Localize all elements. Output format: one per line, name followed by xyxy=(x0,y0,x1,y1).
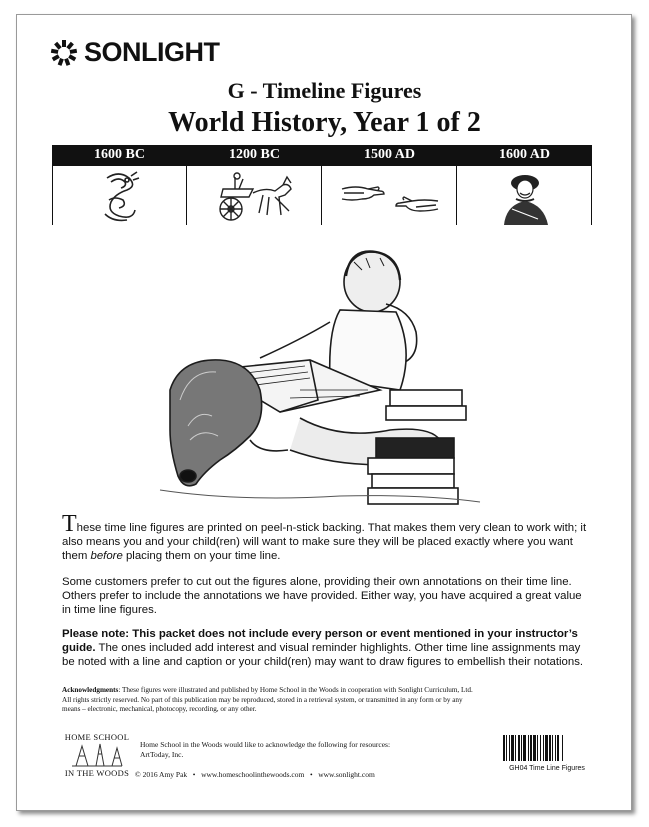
forest-icon xyxy=(70,742,124,768)
home-school-in-the-woods-logo: HOME SCHOOL IN THE WOODS xyxy=(64,732,130,778)
brand-name: SONLIGHT xyxy=(84,37,220,67)
intro-paragraph: These time line figures are printed on peel-n-stick backing. That makes them very clean to work with; it also means you and your child(ren) will want to make sure they will be placed exactly where you want them before placing them on your time line. xyxy=(62,511,587,562)
site-link-sonlight[interactable]: www.sonlight.com xyxy=(318,770,375,779)
timeline-entry xyxy=(52,145,187,225)
timeline-entry xyxy=(457,145,592,225)
page-title: World History, Year 1 of 2 xyxy=(168,107,481,138)
boy-reading-with-dog-icon xyxy=(140,240,500,520)
product-code: GH04 Time Line Figures xyxy=(509,765,585,772)
timeline-entry xyxy=(322,145,457,225)
barcode-icon xyxy=(503,735,589,761)
acknowledgments: Acknowledgments: These figures were illustrated and published by Home School in the Woods in cooperation with Sonlight Curriculum, Ltd. All rights strictly reserved. No part of this publication may be reproduced, stored in a retrieval system, or transmitted in any form or by any means – electronic, mechanical, photocopy, recording, or any other. xyxy=(62,686,473,714)
chariot-icon xyxy=(209,171,301,223)
timeline-date: 1600 BC xyxy=(94,147,145,162)
note-paragraph: Please note: This packet does not include every person or event mentioned in your instructor’s guide. The ones included add interest and visual reminder highlights. Other time line assignments may be noted with a line and caption or your child(ren) may want to draw figures to embellish their notations. xyxy=(62,628,584,668)
drop-cap: T xyxy=(62,511,77,537)
creation-hands-icon xyxy=(340,179,440,215)
sun-burst-icon xyxy=(50,39,78,67)
resource-credits: Home School in the Woods would like to acknowledge the following for resources: ArtToday, Inc. xyxy=(140,740,391,759)
annotations-paragraph: Some customers prefer to cut out the figures alone, providing their own annotations on their time line. Others prefer to include the annotations we have provided. Either way, you have acquired a great value in time line figures. xyxy=(62,576,582,616)
footer-line: © 2016 Amy Pak • www.homeschoolinthewoods.com • www.sonlight.com xyxy=(135,770,375,779)
timeline-date: 1500 AD xyxy=(364,147,415,162)
page-subtitle: G - Timeline Figures xyxy=(227,78,422,103)
timeline-date: 1200 BC xyxy=(229,147,280,162)
dragon-ornament-icon xyxy=(97,170,143,224)
copyright: © 2016 Amy Pak xyxy=(135,770,188,779)
site-link-homeschoolinthewoods[interactable]: www.homeschoolinthewoods.com xyxy=(201,770,305,779)
timeline-entry xyxy=(187,145,322,225)
timeline-strip xyxy=(52,145,592,225)
portrait-icon xyxy=(490,169,560,225)
timeline-date: 1600 AD xyxy=(499,147,550,162)
sonlight-logo xyxy=(50,37,220,68)
